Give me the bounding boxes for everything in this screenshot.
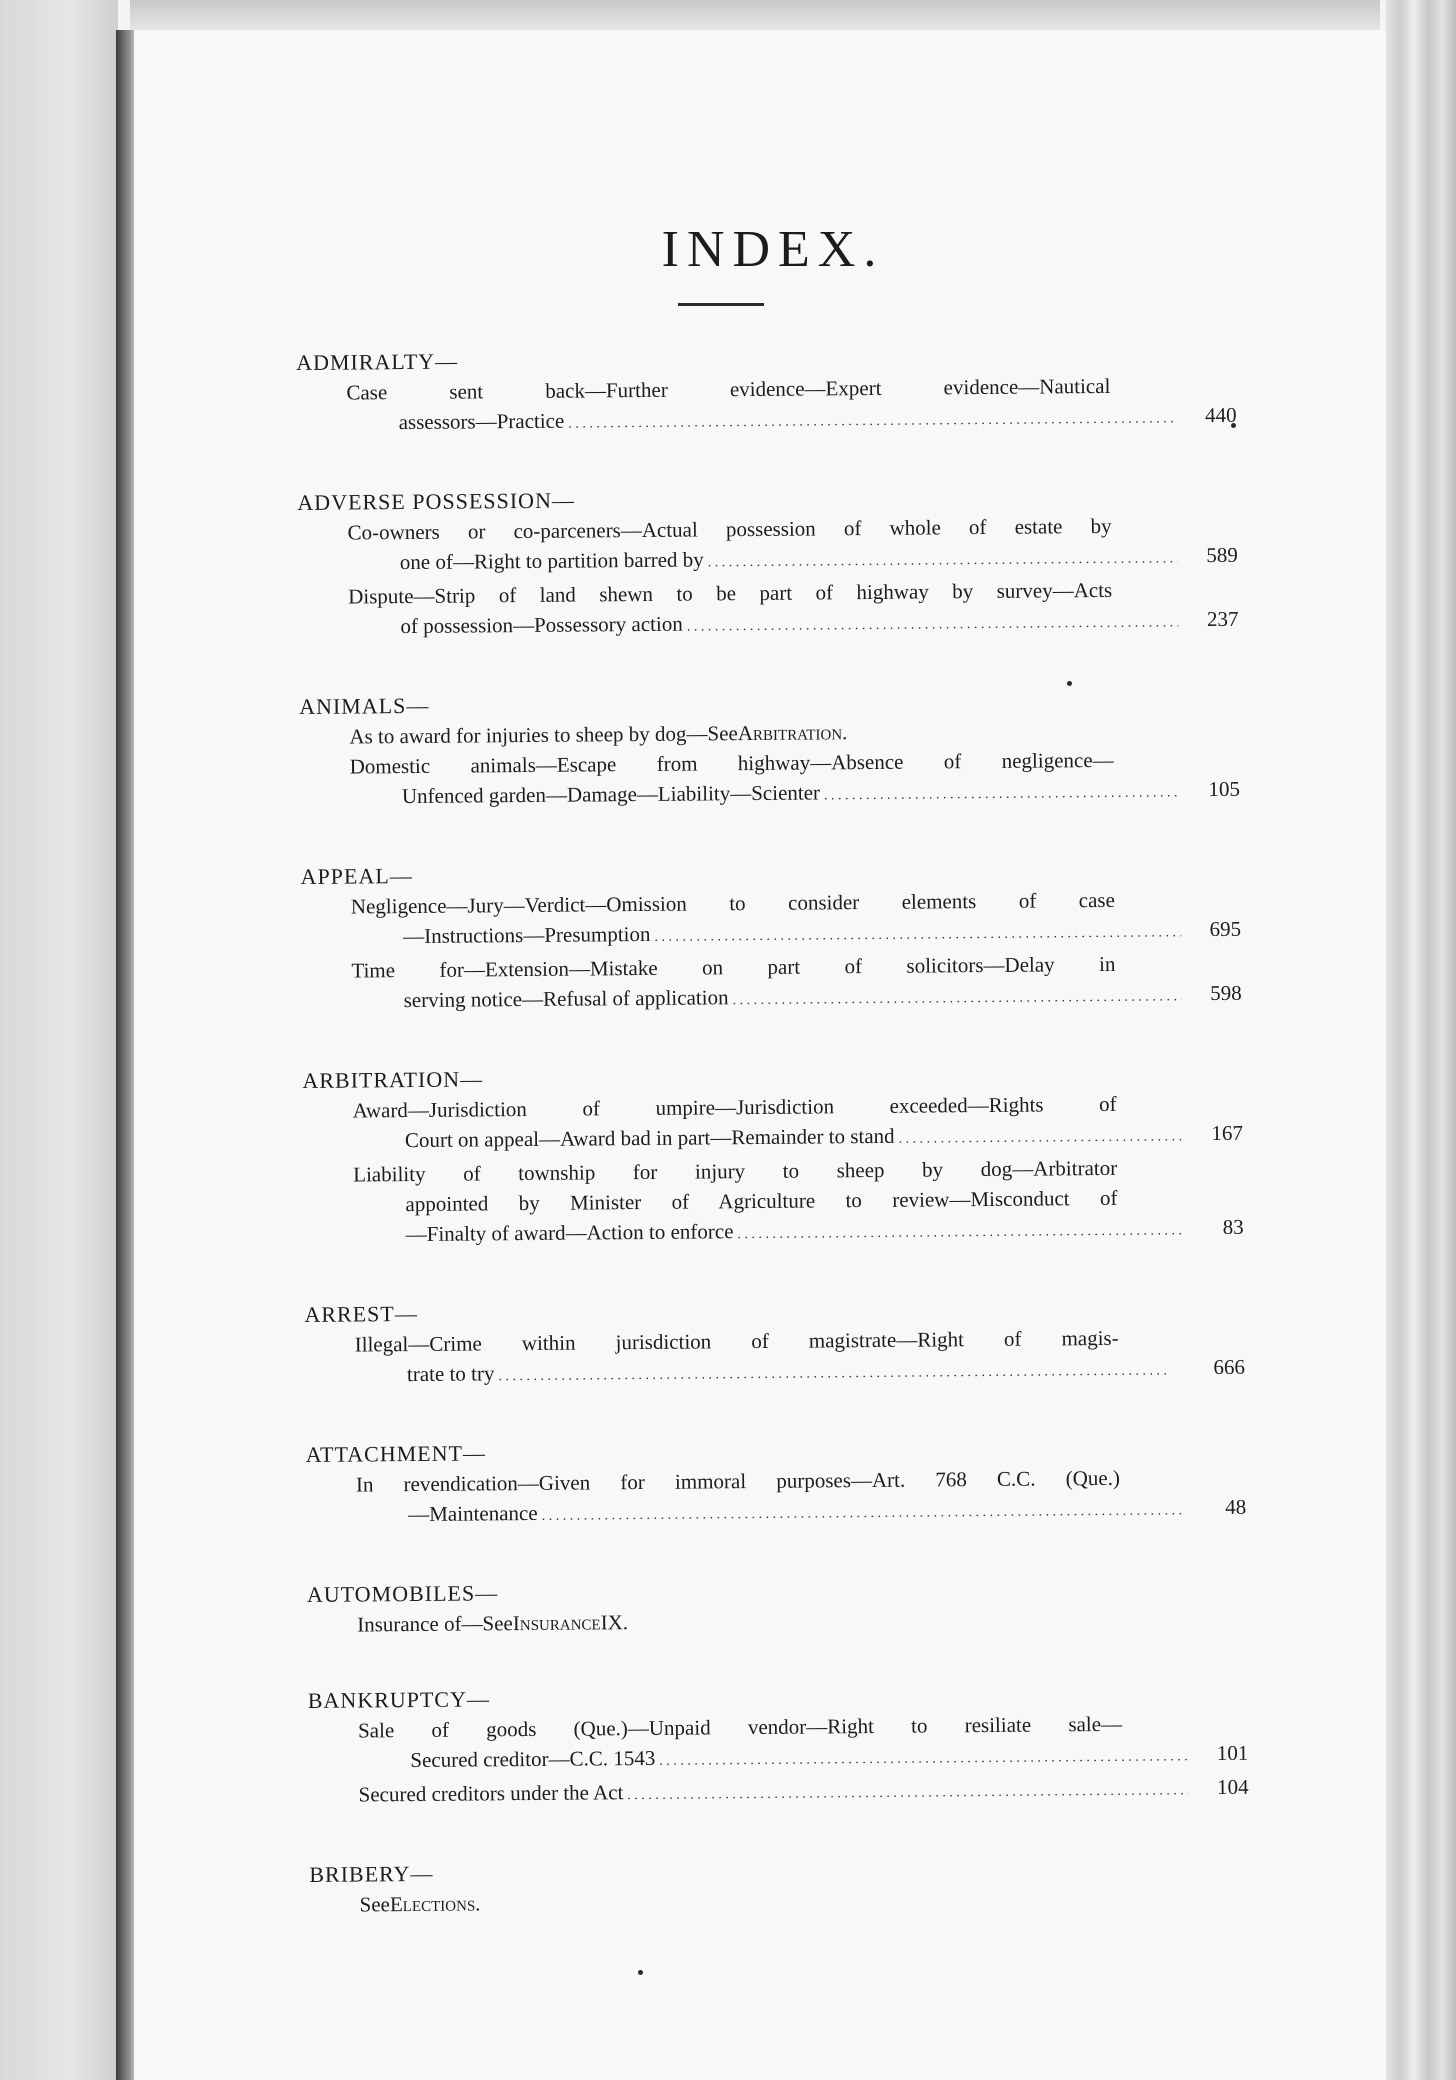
entry-text: In revendication—Given for immoral purposes—Art. 768 C.C. (Que.) — [355, 1465, 1120, 1497]
entry-line — [352, 978, 1242, 1019]
page-number: 105 — [1208, 776, 1240, 802]
entry-text: Illegal—Crime within jurisdiction of magistrate—Right of magis- — [354, 1325, 1119, 1357]
page-number: 598 — [1210, 980, 1242, 1006]
cross-reference: Elections. — [389, 1891, 481, 1917]
index-section — [297, 480, 1239, 646]
section-heading: APPEAL— — [300, 863, 413, 889]
entry-text: Insurance of—See — [357, 1611, 513, 1637]
entry-text: —Finalty of award—Action to enforce — [405, 1219, 734, 1247]
index-section — [304, 1292, 1246, 1394]
dot-leader — [687, 604, 1179, 642]
entry-text: trate to try — [406, 1361, 495, 1387]
dot-leader — [898, 1118, 1183, 1154]
dot-leader — [708, 540, 1178, 578]
index-list — [296, 340, 1249, 1966]
section-heading: BANKRUPTCY— — [307, 1686, 491, 1713]
entry-text: Sale of goods (Que.)—Unpaid vendor—Right to resiliate sale— — [357, 1711, 1123, 1743]
entry-text: Time for—Extension—Mistake on part of solicitors—Delay in — [351, 951, 1116, 983]
dot-leader — [627, 1772, 1189, 1811]
index-entry — [355, 1462, 1247, 1533]
page-number: 695 — [1209, 916, 1242, 942]
index-entry — [349, 744, 1240, 815]
entry-line — [358, 1772, 1249, 1813]
index-entry — [348, 574, 1239, 645]
section-heading: ADVERSE POSSESSION— — [297, 487, 576, 515]
section-heading: ATTACHMENT— — [305, 1440, 487, 1467]
index-entry — [357, 1602, 1187, 1639]
facing-page-edge — [0, 0, 118, 2080]
entry-text: appointed by Minister of Agriculture to review—Misconduct of — [405, 1185, 1118, 1217]
page-number: 104 — [1216, 1774, 1249, 1800]
index-entry — [346, 370, 1237, 441]
entry-line — [359, 1882, 1189, 1919]
entry-line — [356, 1492, 1247, 1533]
section-heading: AUTOMOBILES— — [306, 1580, 499, 1607]
entry-line — [357, 1602, 1187, 1639]
entry-text: See — [359, 1892, 391, 1917]
entry-text: Case sent back—Further evidence—Expert evidence—Nautical — [346, 373, 1111, 405]
index-entry — [359, 1882, 1189, 1919]
entry-line — [348, 604, 1239, 645]
index-section — [296, 340, 1237, 442]
index-section — [309, 1852, 1189, 1920]
entry-text: Dispute—Strip of land shewn to be part of highway by survey—Acts — [348, 577, 1113, 609]
dot-leader — [541, 1492, 1186, 1532]
dot-leader — [568, 400, 1177, 439]
page-number: 666 — [1213, 1354, 1246, 1380]
entry-text: Award—Jurisdiction of umpire—Jurisdiction exceeded—Rights of — [352, 1091, 1117, 1123]
entry-text: Unfenced garden—Damage—Liability—Scienter — [401, 780, 821, 809]
page-number: 440 — [1205, 402, 1237, 428]
page-number: 48 — [1225, 1494, 1247, 1519]
entry-text: Secured creditor—C.C. 1543 — [410, 1745, 656, 1773]
dot-leader — [659, 1738, 1188, 1777]
index-entry — [351, 948, 1242, 1019]
entry-line — [347, 400, 1237, 441]
dot-leader — [732, 978, 1181, 1016]
index-section — [300, 854, 1242, 1020]
page-number: 83 — [1222, 1214, 1244, 1239]
entry-text: one of—Right to partition barred by — [399, 547, 704, 575]
index-entry — [354, 1322, 1246, 1393]
entry-line — [355, 1352, 1246, 1393]
dot-leader — [498, 1352, 1185, 1392]
entry-text: Domestic animals—Escape from highway—Absence of negligence— — [349, 747, 1114, 779]
entry-text: assessors—Practice — [398, 408, 565, 435]
page-title: INDEX. — [661, 221, 885, 278]
index-entry — [357, 1708, 1249, 1779]
index-entry — [358, 1772, 1249, 1813]
dot-leader — [654, 914, 1181, 953]
cross-reference-suffix: IX. — [600, 1610, 629, 1635]
index-section — [299, 684, 1240, 816]
section-heading: ARREST— — [304, 1300, 418, 1327]
book-spine — [116, 30, 134, 2080]
index-entry — [347, 510, 1238, 581]
entry-text: Co-owners or co-parceners—Actual possession of whole of estate by — [347, 513, 1112, 545]
entry-text: —Maintenance — [408, 1500, 538, 1527]
cross-reference: Insurance — [512, 1610, 601, 1636]
page-number: 101 — [1216, 1740, 1249, 1766]
entry-text: Secured creditors under the Act — [358, 1780, 624, 1807]
entry-text: —Instructions—Presumption — [403, 921, 651, 949]
ink-speck — [638, 1970, 643, 1975]
page-number: 589 — [1206, 542, 1238, 568]
dot-leader — [824, 774, 1180, 811]
dot-leader — [737, 1212, 1184, 1250]
entry-text: of possession—Possessory action — [400, 611, 683, 639]
page-number: 237 — [1206, 606, 1239, 632]
entry-text: serving notice—Refusal of application — [403, 985, 729, 1013]
section-heading: ANIMALS— — [299, 692, 430, 719]
entry-line — [354, 1212, 1244, 1253]
page-number: 167 — [1211, 1120, 1243, 1146]
page-stack-edge — [1386, 0, 1456, 2080]
index-section — [305, 1432, 1247, 1534]
entry-text: Liability of township for injury to sheep by dog—Arbitrator — [353, 1155, 1118, 1187]
entry-text: Negligence—Jury—Verdict—Omission to consider elements of case — [350, 887, 1115, 919]
title-rule — [678, 303, 764, 306]
entry-line — [350, 774, 1240, 815]
index-section — [307, 1572, 1187, 1640]
index-entry — [352, 1088, 1243, 1159]
entry-text: Court on appeal—Award bad in part—Remainder to stand — [404, 1123, 895, 1153]
entry-text: As to award for injuries to sheep by dog—See — [349, 721, 738, 749]
section-heading: ARBITRATION— — [302, 1066, 484, 1093]
cross-reference: Arbitration. — [737, 720, 848, 746]
index-entry — [350, 884, 1242, 955]
index-entry — [353, 1152, 1244, 1253]
section-heading: ADMIRALTY— — [296, 348, 459, 375]
section-heading: BRIBERY— — [309, 1860, 434, 1887]
index-section — [307, 1678, 1249, 1814]
index-section — [302, 1058, 1244, 1254]
